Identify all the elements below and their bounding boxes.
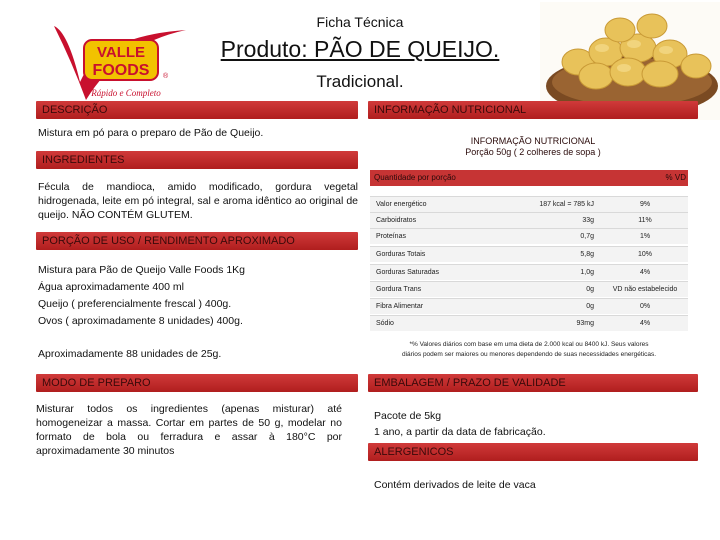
section-embalagem-header: EMBALAGEM / PRAZO DE VALIDADE	[368, 374, 698, 392]
nutrient-vd: 1%	[639, 233, 651, 240]
descricao-text: Mistura em pó para o preparo de Pão de Queijo.	[38, 127, 264, 139]
nutrition-row	[370, 264, 688, 280]
nutrition-row	[370, 315, 688, 331]
logo-brand-line1: VALLE	[96, 44, 146, 61]
nutrient-amount: 187 kcal = 785 kJ	[539, 201, 594, 208]
logo-brand-line2: FOODS	[92, 62, 150, 79]
section-alergenicos-header: ALERGENICOS	[368, 443, 698, 461]
porcao-line: Mistura para Pão de Queijo Valle Foods 1Kg	[38, 264, 246, 276]
section-modo-preparo-header: MODO DE PREPARO	[36, 374, 358, 392]
document-kind: Ficha Técnica	[316, 14, 404, 30]
nutrition-col-quantity: Quantidade por porção	[374, 173, 456, 182]
nutrition-title-line1: INFORMAÇÃO NUTRICIONAL	[470, 136, 596, 146]
nutrient-amount: 0g	[586, 303, 594, 310]
nutrient-name: Fibra Alimentar	[376, 303, 424, 310]
section-informacao-nutricional-header: INFORMAÇÃO NUTRICIONAL	[368, 101, 698, 119]
alergenicos-text: Contém derivados de leite de vaca	[374, 479, 536, 491]
nutrition-footnote-line: *% Valores diários com base em uma dieta de 2.000 kcal ou 8400 kJ. Seus valores	[409, 341, 649, 348]
nutrient-amount: 33g	[582, 217, 594, 224]
nutrient-amount: 5,8g	[580, 251, 594, 258]
ingredientes-text: Fécula de mandioca, amido modificado, gordura vegetal hidrogenada, leite em pó integral, sal e aroma idêntico ao original de queijo. NÃO CONTÉM GLUTEM.	[38, 181, 358, 221]
nutrition-serving-size: Porção 50g ( 2 colheres de sopa )	[465, 147, 601, 157]
nutrition-table-title	[368, 136, 698, 158]
nutrient-name: Gordura Trans	[376, 286, 422, 293]
nutrition-row	[370, 212, 688, 228]
nutrient-vd: 0%	[639, 303, 651, 310]
nutrition-table-header	[370, 170, 688, 186]
porcao-list	[38, 262, 358, 330]
nutrition-col-vd: % VD	[665, 173, 686, 182]
nutrient-vd: 4%	[639, 320, 651, 327]
nutrient-amount: 0g	[586, 286, 594, 293]
nutrient-amount: 1,0g	[580, 269, 594, 276]
porcao-yield: Aproximadamente 88 unidades de 25g.	[38, 348, 222, 360]
nutrition-footnote	[370, 340, 688, 360]
product-title: Produto: PÃO DE QUEIJO.	[220, 36, 500, 62]
nutrient-amount: 93mg	[576, 320, 594, 327]
section-porcao-header: PORÇÃO DE USO / RENDIMENTO APROXIMADO	[36, 232, 358, 250]
nutrient-amount: 0,7g	[580, 233, 594, 240]
embalagem-text	[374, 408, 694, 440]
nutrient-vd: VD não estabelecido	[612, 286, 678, 293]
nutrition-footnote-line: diários podem ser maiores ou menores dependendo de suas necessidades energéticas.	[401, 351, 657, 358]
nutrition-row	[370, 246, 688, 262]
nutrition-row	[370, 298, 688, 314]
section-descricao-header: DESCRIÇÃO	[36, 101, 358, 119]
nutrient-vd: 11%	[638, 217, 652, 224]
nutrient-name: Proteínas	[376, 233, 406, 240]
nutrient-vd: 9%	[639, 201, 651, 208]
logo-registered-mark: ®	[163, 73, 169, 80]
nutrient-name: Valor energético	[376, 201, 427, 208]
modo-preparo-text: Misturar todos os ingredientes (apenas misturar) até homogeneizar a massa. Cortar em partes de 50 g, modelar no formato de bola ou ferradura e assar à 180°C por aproximadamente 30 minutos	[36, 403, 342, 457]
embalagem-line: 1 ano, a partir da data de fabricação.	[374, 426, 546, 438]
product-subtitle: Tradicional.	[316, 72, 404, 91]
nutrient-vd: 10%	[637, 251, 652, 258]
embalagem-line: Pacote de 5kg	[374, 410, 442, 422]
porcao-line: Queijo ( preferencialmente frescal ) 400g.	[38, 298, 232, 310]
logo-tagline: Rápido e Completo	[91, 88, 161, 98]
porcao-line: Água aproximadamente 400 ml	[38, 281, 184, 293]
nutrition-row	[370, 228, 688, 244]
nutrient-name: Carboidratos	[376, 217, 417, 224]
nutrient-name: Gorduras Saturadas	[376, 269, 440, 276]
nutrient-vd: 4%	[639, 269, 651, 276]
valle-foods-logo	[50, 22, 190, 104]
nutrition-row	[370, 196, 688, 212]
nutrition-row	[370, 281, 688, 297]
porcao-line: Ovos ( aproximadamente 8 unidades) 400g.	[38, 315, 243, 327]
nutrient-name: Sódio	[376, 320, 394, 327]
section-ingredientes-header: INGREDIENTES	[36, 151, 358, 169]
nutrient-name: Gorduras Totais	[376, 251, 426, 258]
